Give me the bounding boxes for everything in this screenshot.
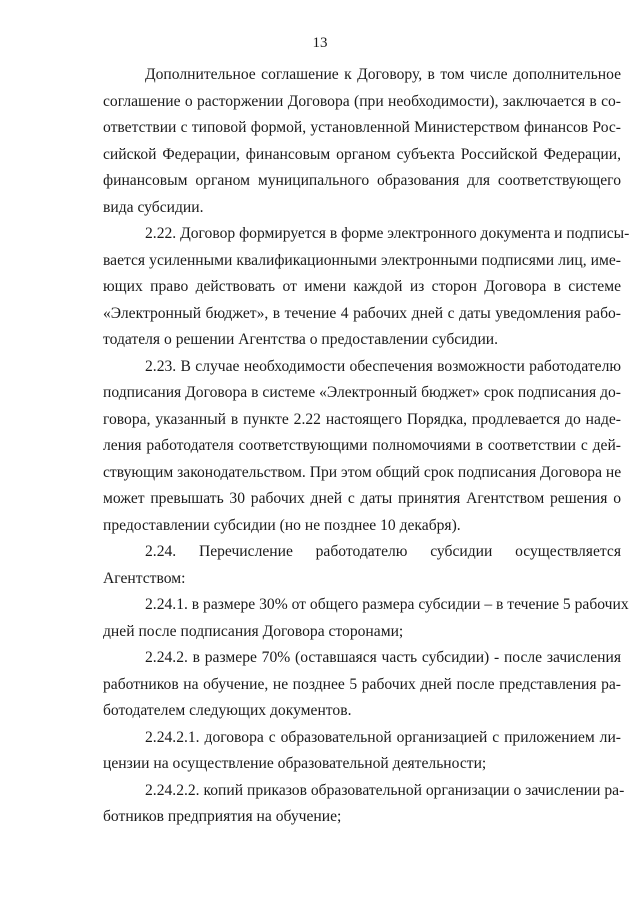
- text-line: ствующим законодательством. При этом общий срок подписания Договора не: [103, 463, 622, 481]
- text-line: ления работодателя соответствующими полномочиями в соответствии с дей-: [103, 437, 621, 454]
- text-line: ботников предприятия на обучение;: [103, 808, 342, 825]
- page-number: 13: [312, 35, 328, 51]
- text-line: 2.24. Перечисление работодателю субсидии осуществляется: [145, 543, 621, 560]
- text-line: вида субсидии.: [103, 198, 204, 216]
- paragraph-2-24-1: [103, 592, 629, 645]
- paragraph-2-24: [103, 539, 621, 592]
- text-line: ющих право действовать от имени каждой из сторон Договора в системе: [103, 278, 621, 295]
- document-body: [103, 62, 630, 831]
- text-line: 2.24.2. в размере 70% (оставшаяся часть субсидии) - после зачисления: [145, 649, 621, 666]
- text-line: работников на обучение, не позднее 5 рабочих дней после представления ра-: [103, 675, 621, 693]
- text-line: 2.23. В случае необходимости обеспечения возможности работодателю: [145, 357, 621, 375]
- text-line: может превышать 30 рабочих дней с даты принятия Агентством решения о: [103, 490, 621, 507]
- text-line: предоставлении субсидии (но не позднее 10 декабря).: [103, 516, 461, 534]
- text-line: 2.24.2.2. копий приказов образовательной организации о зачислении ра-: [145, 781, 625, 799]
- paragraph-2-23: [103, 354, 621, 540]
- text-line: соглашение о расторжении Договора (при необходимости), заключается в со-: [103, 92, 621, 110]
- paragraph-2-24-2-1: [103, 725, 621, 778]
- paragraph-2-22: [103, 221, 630, 354]
- text-line: ботодателем следующих документов.: [103, 702, 352, 719]
- text-line: вается усиленными квалификационными электронными подписями лиц, име-: [103, 251, 621, 269]
- text-line: подписания Договора в системе «Электронный бюджет» срок подписания до-: [103, 384, 621, 401]
- text-line: Агентством:: [103, 569, 186, 587]
- text-line: цензии на осуществление образовательной деятельности;: [103, 755, 487, 772]
- paragraph-2-24-2-2: [103, 778, 625, 831]
- text-line: говора, указанный в пункте 2.22 настоящего Порядка, продлевается до наде-: [103, 410, 621, 428]
- text-line: 2.24.2.1. договора с образовательной организацией с приложением ли-: [145, 728, 621, 746]
- text-line: сийской Федерации, финансовым органом субъекта Российской Федерации,: [103, 145, 621, 163]
- paragraph-2-24-2: [103, 645, 621, 725]
- text-line: тодателя о решении Агентства о предоставлении субсидии.: [103, 331, 499, 348]
- text-line: ответствии с типовой формой, установленной Министерством финансов Рос-: [103, 119, 621, 136]
- text-line: 2.24.1. в размере 30% от общего размера субсидии – в течение 5 рабочих: [145, 596, 629, 613]
- text-line: финансовым органом муниципального образования для соответствующего: [103, 172, 621, 189]
- text-line: 2.22. Договор формируется в форме электронного документа и подписы-: [145, 225, 630, 242]
- text-line: «Электронный бюджет», в течение 4 рабочих дней с даты уведомления рабо-: [103, 304, 621, 322]
- text-line: Дополнительное соглашение к Договору, в том числе дополнительное: [145, 66, 621, 83]
- text-line: дней после подписания Договора сторонами;: [103, 622, 404, 640]
- paragraph-additional-agreement: [103, 62, 621, 221]
